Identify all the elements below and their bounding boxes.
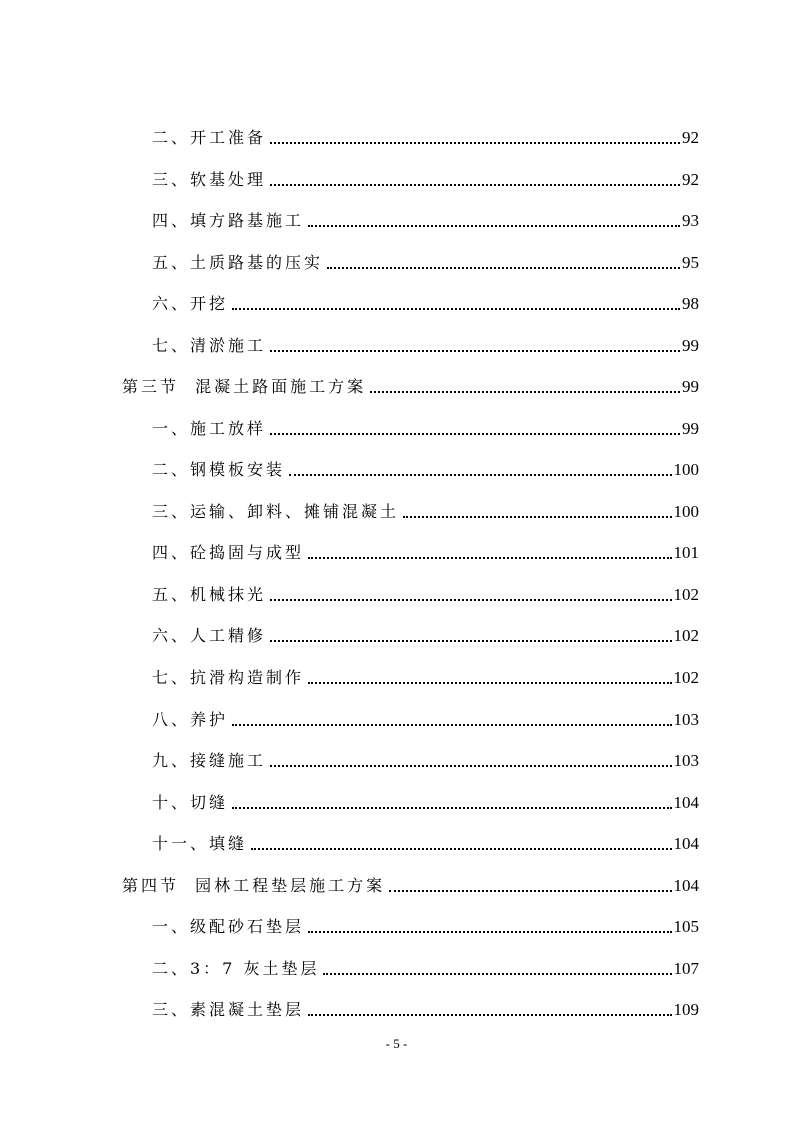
toc-entry-page: 93 [682, 211, 699, 230]
dot-leader [308, 1000, 671, 1020]
toc-entry[interactable] [152, 622, 699, 646]
toc-section-entry[interactable] [122, 872, 699, 896]
dot-leader [270, 419, 680, 439]
dot-leader [232, 294, 680, 314]
toc-entry-title: 三、素混凝土垫层 [152, 1000, 305, 1019]
toc-entry-page: 99 [682, 419, 699, 438]
toc-entry-page: 104 [673, 876, 699, 895]
toc-entry-page: 103 [673, 710, 699, 729]
toc-entry-title: 五、机械抹光 [152, 585, 267, 604]
dot-leader [327, 253, 680, 273]
toc-entry-page: 100 [673, 460, 699, 479]
toc-entry-page: 104 [673, 834, 699, 853]
toc-entry-page: 102 [673, 668, 699, 687]
dot-leader [308, 211, 680, 231]
toc-entry-page: 100 [673, 502, 699, 521]
toc-entry-title: 三、软基处理 [152, 170, 267, 189]
toc-entry-page: 101 [673, 543, 699, 562]
toc-entry-title: 四、填方路基施工 [152, 211, 305, 230]
toc-entry-title: 六、人工精修 [152, 626, 267, 645]
toc-entry-page: 98 [682, 294, 699, 313]
toc-entry[interactable] [152, 166, 699, 190]
toc-entry-title: 八、养护 [152, 710, 229, 729]
dot-leader [323, 959, 671, 979]
toc-entry-title: 六、开挖 [152, 294, 229, 313]
toc-entry[interactable] [152, 581, 699, 605]
dot-leader [403, 502, 671, 522]
toc-entry-title: 二、开工准备 [152, 128, 267, 147]
toc-entry-title: 四、砼捣固与成型 [152, 543, 305, 562]
toc-entry-page: 102 [673, 626, 699, 645]
toc-entry-title: 一、施工放样 [152, 419, 267, 438]
toc-entry[interactable] [152, 290, 699, 314]
toc-entry-page: 102 [673, 585, 699, 604]
toc-entry[interactable] [152, 706, 699, 730]
toc-entry[interactable] [152, 249, 699, 273]
toc-entry-page: 95 [682, 253, 699, 272]
toc-entry-page: 104 [673, 793, 699, 812]
toc-entry[interactable] [152, 539, 699, 563]
toc-entry-title: 七、抗滑构造制作 [152, 668, 305, 687]
dot-leader [270, 585, 671, 605]
toc-entry-page: 103 [673, 751, 699, 770]
toc-entry-title: 九、接缝施工 [152, 751, 267, 770]
toc-entry[interactable] [152, 664, 699, 688]
dot-leader [232, 710, 671, 730]
dot-leader [232, 793, 671, 813]
toc-entry-title: 三、运输、卸料、摊铺混凝土 [152, 502, 400, 521]
dot-leader [270, 128, 680, 148]
toc-entry-title: 十一、填缝 [152, 834, 248, 853]
toc-entry[interactable] [152, 332, 699, 356]
toc-entry-page: 99 [682, 377, 699, 396]
dot-leader [251, 834, 671, 854]
toc-entry-page: 107 [673, 959, 699, 978]
dot-leader [370, 377, 680, 397]
dot-leader [270, 336, 680, 356]
toc-entry-title: 五、土质路基的压实 [152, 253, 324, 272]
toc-entry[interactable] [152, 415, 699, 439]
dot-leader [308, 543, 671, 563]
dot-leader [270, 626, 671, 646]
dot-leader [308, 668, 671, 688]
dot-leader [270, 751, 671, 771]
toc-entry[interactable] [152, 747, 699, 771]
toc-entry-title: 二、钢模板安装 [152, 460, 286, 479]
dot-leader [389, 876, 671, 896]
toc-entry[interactable] [152, 913, 699, 937]
toc-entry-title: 二、3：7 灰土垫层 [152, 959, 320, 978]
toc-entry-page: 92 [682, 170, 699, 189]
toc-entry[interactable] [152, 456, 699, 480]
dot-leader [289, 460, 671, 480]
toc-entry-page: 109 [673, 1000, 699, 1019]
toc-entry-title: 七、清淤施工 [152, 336, 267, 355]
page-number: - 5 - [385, 1036, 408, 1051]
toc-entry[interactable] [152, 955, 699, 979]
toc-entry-title: 十、切缝 [152, 793, 229, 812]
dot-leader [308, 917, 671, 937]
toc-entry-page: 92 [682, 128, 699, 147]
toc-entry-title: 第三节 混凝土路面施工方案 [122, 377, 367, 396]
toc-entry[interactable] [152, 124, 699, 148]
toc-entry[interactable] [152, 830, 699, 854]
toc-entry-page: 105 [673, 917, 699, 936]
dot-leader [270, 170, 680, 190]
toc-entry[interactable] [152, 996, 699, 1020]
toc-section-entry[interactable] [122, 373, 699, 397]
toc-entry[interactable] [152, 789, 699, 813]
toc-entry-page: 99 [682, 336, 699, 355]
toc-entry-title: 一、级配砂石垫层 [152, 917, 305, 936]
toc-entry[interactable] [152, 207, 699, 231]
toc-entry-title: 第四节 园林工程垫层施工方案 [122, 876, 386, 895]
toc-entry[interactable] [152, 498, 699, 522]
